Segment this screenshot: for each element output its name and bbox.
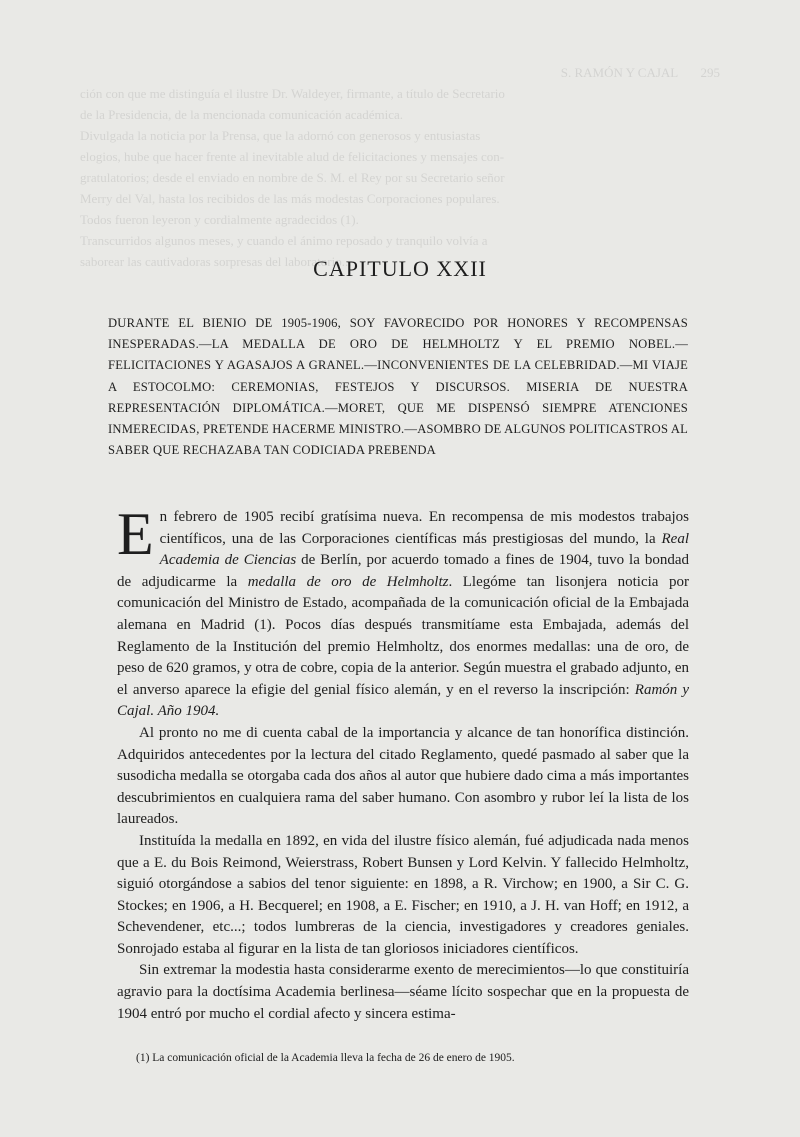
bleed-through-text: S. RAMÓN Y CAJAL 295 ción con que me distinguía el ilustre Dr. Waldeyer, firmante, a título de Secretario de la Presidencia, de la mencionada comunicación académica. Divulgada la noticia por la Prensa, que la adornó con generosos y entusiastas elogios, hube que hacer frente al inevitable alud de felicitaciones y mensajes con- gratulatorios; desde el enviado en nombre de S. M. el Rey por su Secretario señor Merry del Val, hasta los recibidos de las más modestas Corporaciones populares. Todos fueron leyeron y cordialmente agradecidos (1). Transcurridos algunos meses, y cuando el ánimo reposado y tranquilo volvía a saborear las cautivadoras sorpresas del laboratorio... — [80, 62, 720, 272]
paragraph-1-part-a: n febrero de 1905 recibí gratísima nueva. En recompensa de mis modestos trabajos científicos, una de las Corporaciones científicas más prestigiosas del mundo, la — [159, 509, 689, 547]
chapter-title: CAPITULO XXII — [313, 256, 487, 281]
chapter-body — [117, 501, 689, 1025]
paragraph-1 — [117, 501, 689, 723]
footnote: (1) La comunicación oficial de la Academia lleva la fecha de 26 de enero de 1905. — [136, 1052, 515, 1064]
paragraph-3: Instituída la medalla en 1892, en vida del ilustre físico alemán, fué adjudicada nada menos que a E. du Bois Reimond, Weierstrass, Robert Bunsen y Lord Kelvin. Y fallecido Helmholtz, siguió otorgándose a sabios del tenor siguiente: en 1898, a R. Virchow; en 1900, a Sir C. G. Stockes; en 1906, a H. Becquerel; en 1908, a E. Fischer; en 1910, a J. H. van Hoff; en 1912, a Schevendener, etc...; todos lumbreras de la ciencia, investigadores y creadores geniales. Sonrojado estaba al figurar en la lista de tan gloriosos iniciadores científicos. — [117, 832, 689, 957]
paragraph-1-part-c: . Llegóme tan lisonjera noticia por comunicación del Ministro de Estado, acompañada de la comunicación oficial de la Embajada alemana en Madrid (1). Pocos días después transmitíame esta Embajada, además del Reglamento de la Institución del premio Helmholtz, dos enormes medallas: una de oro, de peso de 620 gramos, y otra de cobre, copia de la anterior. Según muestra el grabado adjunto, en el anverso aparece la efigie del genial físico alemán, y en el reverso la inscripción: — [117, 573, 689, 698]
medal-inscription: Ramón y Cajal. Año 1904. — [117, 681, 689, 720]
paragraph-4: Sin extremar la modestia hasta considerarme exento de merecimientos—lo que constituiría agravio para la doctísima Academia berlinesa—séame lícito sospechar que en la propuesta de 1904 entró por mucho el cordial afecto y sincera estima- — [117, 962, 689, 1022]
medal-name: medalla de oro de Helmholtz — [247, 573, 449, 590]
academy-name: Real Academia de Ciencias — [159, 530, 689, 569]
paragraph-2: Al pronto no me di cuenta cabal de la importancia y alcance de tan honorífica distinción. Adquiridos antecedentes por la lectura del citado Reglamento, quedé pasmado al saber que la susodicha medalla se otorgaba cada dos años al autor que hubiere dado cima a más importantes descubrimientos en cualquiera rama del saber humano. Con asombro y rubor leí la lista de los laureados. — [117, 724, 689, 828]
bleed-through-header: S. RAMÓN Y CAJAL 295 — [560, 65, 720, 80]
paragraph-1-part-b: de Berlín, por acuerdo tomado a fines de 1904, tuvo la bondad de adjudicarme la — [117, 552, 689, 590]
chapter-summary: DURANTE EL BIENIO DE 1905-1906, SOY FAVORECIDO POR HONORES Y RECOMPENSAS INESPERADAS.—LA MEDALLA DE ORO DE HELMHOLTZ Y EL PREMIO NOBEL.—FELICITACIONES Y AGASAJOS A GRANEL.—INCONVENIENTES DE LA CELEBRIDAD.—MI VIAJE A ESTOCOLMO: CEREMONIAS, FESTEJOS Y DISCURSOS. MISERIA DE NUESTRA REPRESENTACIÓN DIPLOMÁTICA.—MORET, QUE ME DISPENSÓ SIEMPRE ATENCIONES INMERECIDAS, PRETENDE HACERME MINISTRO.—ASOMBRO DE ALGUNOS POLITICASTROS AL SABER QUE RECHAZABA TAN CODICIADA PREBENDA — [108, 316, 689, 458]
drop-cap: E — [117, 501, 154, 567]
